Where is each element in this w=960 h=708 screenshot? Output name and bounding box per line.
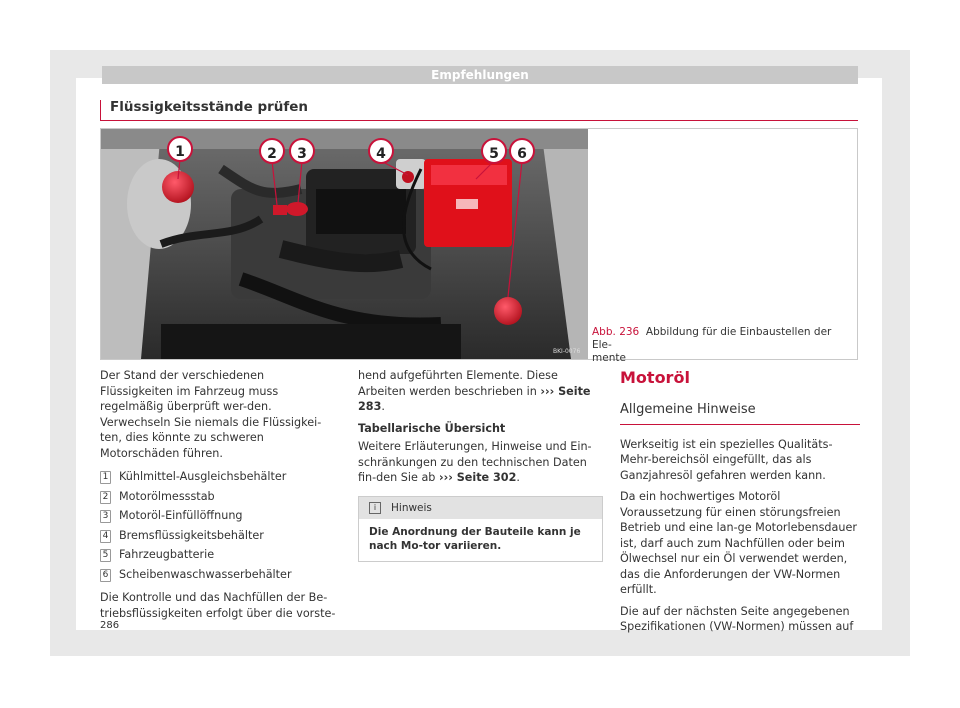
list-label: Fahrzeugbatterie bbox=[119, 548, 215, 561]
marker-2: 2 bbox=[267, 146, 277, 162]
page-number: 286 bbox=[100, 620, 120, 631]
subsection-heading: Allgemeine Hinweise bbox=[620, 402, 860, 425]
note-title: Hinweis bbox=[391, 501, 432, 514]
figure-label: Abb. 236 bbox=[592, 326, 640, 338]
intro-paragraph: Der Stand der verschiedenen Flüssigkeiten im Fahrzeug muss regelmäßig überprüft wer-den. Verwechseln Sie niemals die Flüssigkei-ten, dies könnte zu schweren Motorschäden führen. bbox=[100, 369, 322, 460]
paragraph: Werkseitig ist ein spezielles Qualitäts-Mehr-bereichsöl eingefüllt, das als Ganzjahresöl gefahren werden kann. bbox=[620, 437, 833, 482]
list-item bbox=[100, 506, 340, 526]
column-middle bbox=[358, 368, 603, 562]
list-number: 2 bbox=[100, 491, 111, 504]
list-item bbox=[100, 565, 340, 585]
section-heading: Motoröl bbox=[620, 368, 690, 387]
marker-4: 4 bbox=[376, 146, 386, 162]
section-marker bbox=[100, 100, 101, 120]
marker-6: 6 bbox=[517, 146, 527, 162]
paragraph: hend aufgeführten Elemente. Diese Arbeiten werden beschrieben in ››› Seite 283. bbox=[358, 369, 591, 413]
list-label: Scheibenwaschwasserbehälter bbox=[119, 567, 292, 581]
section-rule bbox=[100, 120, 858, 121]
note-header bbox=[359, 497, 602, 519]
note-box bbox=[358, 496, 603, 562]
list-label: Kühlmittel-Ausgleichsbehälter bbox=[119, 470, 287, 483]
paragraph: Da ein hochwertiges Motoröl Voraussetzung für einen störungsfreien Betrieb und eine lan-ge Motorlebensdauer ist, darf auch zum Nachfüllen oder beim Ölwechsel nur ein Öl verwendet werden, das die Anforderungen der VW-Normen erfüllt. bbox=[620, 490, 857, 596]
marker-1: 1 bbox=[175, 144, 185, 160]
column-left bbox=[100, 368, 340, 627]
paragraph-text: Weitere Erläuterungen, Hinweise und Ein-schränkungen zu den technischen Daten fin-den Sie ab bbox=[358, 440, 592, 484]
info-icon: i bbox=[369, 502, 381, 514]
list-number: 4 bbox=[100, 530, 111, 543]
paragraph: Weitere Erläuterungen, Hinweise und Ein-schränkungen zu den technischen Daten fin-den Sie ab ››› Seite 302. bbox=[358, 440, 592, 484]
list-item bbox=[100, 545, 340, 565]
list-item bbox=[100, 467, 340, 487]
page-reference-link[interactable]: ››› Seite 283 bbox=[358, 384, 591, 413]
list-label: Motoröl-Einfüllöffnung bbox=[119, 509, 243, 522]
subheading: Tabellarische Übersicht bbox=[358, 421, 506, 435]
figure-caption bbox=[592, 326, 854, 365]
note-body: Die Anordnung der Bauteile kann je nach Mo-tor variieren. bbox=[369, 525, 581, 552]
list-label: Bremsflüssigkeitsbehälter bbox=[119, 528, 264, 542]
page-reference-link[interactable]: ››› Seite 302 bbox=[438, 471, 517, 484]
list-item bbox=[100, 487, 340, 507]
list-number: 5 bbox=[100, 549, 111, 562]
column-right bbox=[620, 368, 860, 641]
list-number: 1 bbox=[100, 471, 111, 484]
figure-caption-text: Abbildung für die Einbaustellen der Ele- mente bbox=[592, 326, 832, 364]
marker-5: 5 bbox=[489, 146, 499, 162]
list-label: Motorölmessstab bbox=[119, 489, 215, 503]
engine-bay-photo bbox=[101, 129, 588, 359]
paragraph-text: hend aufgeführten Elemente. Diese Arbeiten werden beschrieben in bbox=[358, 369, 558, 398]
chapter-header: Empfehlungen bbox=[102, 66, 858, 84]
paragraph: Die auf der nächsten Seite angegebenen Spezifikationen (VW-Normen) müssen auf bbox=[620, 604, 854, 633]
outro-paragraph: Die Kontrolle und das Nachfüllen der Be-triebsflüssigkeiten erfolgt über die vorste- bbox=[100, 591, 336, 620]
component-list bbox=[100, 467, 340, 584]
section-title: Flüssigkeitsstände prüfen bbox=[110, 99, 309, 115]
list-number: 6 bbox=[100, 569, 111, 582]
list-number: 3 bbox=[100, 510, 111, 523]
washer-cap bbox=[494, 297, 522, 325]
list-item bbox=[100, 526, 340, 546]
svg-text:BKI-0076: BKI-0076 bbox=[553, 348, 581, 355]
marker-3: 3 bbox=[297, 146, 307, 162]
